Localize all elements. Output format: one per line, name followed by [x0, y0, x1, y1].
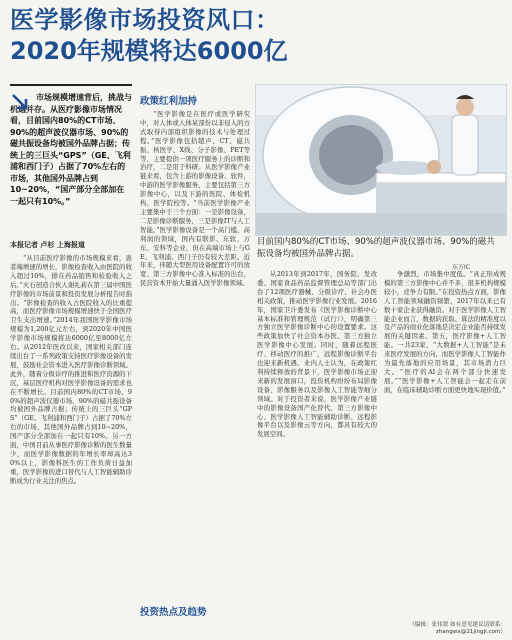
body-column-3: 从2013年到2017年，国务院、发改委、国家食品药品监督管理总局等部门出台了12项医疗器械、分级诊疗、社会办医相关政策，推动医学影像行业发展。2016年，国家卫计委发布《医学影像诊断中心基本标准和管理规范（试行）》，明确第三方独立医学影像诊断中心的设置要求。这些政策加快了社会资本办医、第三方独立医学影像中心发展。同时，随着远程医疗、移动医疗的推广，远程影像诊断平台也迎来新机遇。业内人士认为，在政策红利持续释放的背景下，医学影像市场正迎来新的发展窗口，投资机构纷纷布局影像设备、影像服务以及影像人工智能等细分领域。对于投资者来说，医学影像产业链中的影像设备国产化替代、第三方影像中心、医学影像人工智能辅助诊断、远程影像平台以及影像云等方向，都具有较大的发展空间。 — [257, 270, 377, 439]
section-heading-policy: 政策红利加持 — [140, 96, 198, 107]
summary-box — [10, 84, 132, 207]
photo-caption: 目前国内80%的CT市场、90%的超声波仪器市场、90%的磁共振设备均被国外品牌占据。 — [257, 237, 495, 259]
summary-text: 市场规模增速背后，挑战与机遇并存。从医疗影像市场情况看，目前国内80%的CT市场、90%的超声波仪器市场、90%的磁共振设备均被国外品牌占据；传统上的三巨头“GPS”（GE、飞利浦和西门子）占据了70%左右的市场，其他国外品牌占到10~20%，“国产部分全部加在一起只有10%。” — [10, 93, 132, 206]
photo-credit: 东方IC — [452, 264, 470, 271]
body-column-2: “医学影像是在医疗或医学研究中，对人体或人体某部份以非侵入的方式取得内部组织影像的技术与处理过程。”医学影像包括超声、CT、磁共振、核医学、X线、分子影像、PET等等，主要提供一项医疗服务上的诊断和治疗，二是用于科研。从医学影像产业链来看，包含上游的影像设备、软件，中游的医学影像服务，主要包括第三方影像中心，以及下游的医院、体检机构、医学院校等。“当前医学影像产业主要集中于三个方面：一是影像设备，二是影像诊断服务，三是影像IT与人工智能。”医学影像设备是一个高门槛、高利润的领域，国内有联影、东软、万东、安科等企业，但在高端市场上与GE、飞利浦、西门子仍有较大差距。近年来，伴随大型医用设备配置许可的放宽、第三方影像中心准入标准的出台，民营资本开始大量涌入医学影像领域。 — [140, 110, 250, 288]
headline-line-1: 医学影像市场投资风口： — [10, 6, 280, 34]
headline-line-2: 2020年规模将达6000亿 — [10, 37, 288, 65]
section-heading-hotspots: 投资热点及趋势 — [140, 607, 207, 618]
body-column-5: 争激烈，市场集中度低。“真正形成规模的第三方影像中心并不多，很多机构规模较小，竞争力有限。”在投资热点方面，影像人工智能领域融资频繁，2017年以来已有数十家企业获得融资。对于医学影像人工智能企业而言，数据的获取、算法的精准度以及产品的商业化落地是决定企业能否持续发展的关键因素。第五，医疗影像+人工智能。一共23家，“大数据+人工智能”是未来医疗发展的方向，而医学影像人工智能作为最先落地的应用场景，其市场潜力巨大。“医疗的AI会在两个部分快速发展。”“医学影像+人工智能会一起走在前面，在临床辅助诊断方面更快地实现价值。” — [384, 270, 506, 394]
mri-scanner-illustration — [256, 85, 506, 235]
news-photo — [255, 84, 507, 236]
byline: 本报记者 卢杉 上海报道 — [10, 241, 85, 249]
headline — [10, 6, 310, 66]
editor-footer: （编辑：张伟贤 如有意见建议请联系：zhangwx@21jingji.com） — [409, 622, 506, 635]
arrow-icon — [10, 92, 30, 112]
body-column-1: “从目前医疗影像的市场规模来看，患者端增速的增长，影像检查收入由医院的收入超过10%，排在药品销售和检验收入之后。”火石创造合伙人谢礼莉在第三届中国医疗影像的市场前景和投资发展分析报告时指出。“影像检查的收入占医院收入的比重提高，而医疗影像市场规模增速快于全国医疗卫生支出增速。”2014年我国医学影像市场规模为1,200亿元左右，到2020年中国医学影像市场规模将达6000亿至8000亿左右。从2012年医改以来，国家相关部门连续出台了一系列政策支持医疗影像设备的发展，鼓励社会资本进入医疗影像诊断领域。此外，随着分级诊疗的推进和医疗资源的下沉，基层医疗机构对医学影像设备的需求也在不断增长。目前国内80%的CT市场、90%的超声波仪器市场、90%的磁共振设备均被国外品牌占据；传统上的三巨头“GPS”（GE、飞利浦和西门子）占据了70%左右的市场，其他国外品牌占到10~20%，国产部分全部加在一起只有10%。另一方面，中国目前从事医疗影像诊断的医生数量少，而医学影像数据的年增长率却高达30%以上，影像科医生的工作负荷日益加重，医学影像的进口替代与人工智能辅助诊断成为行业关注的焦点。 — [10, 254, 132, 485]
